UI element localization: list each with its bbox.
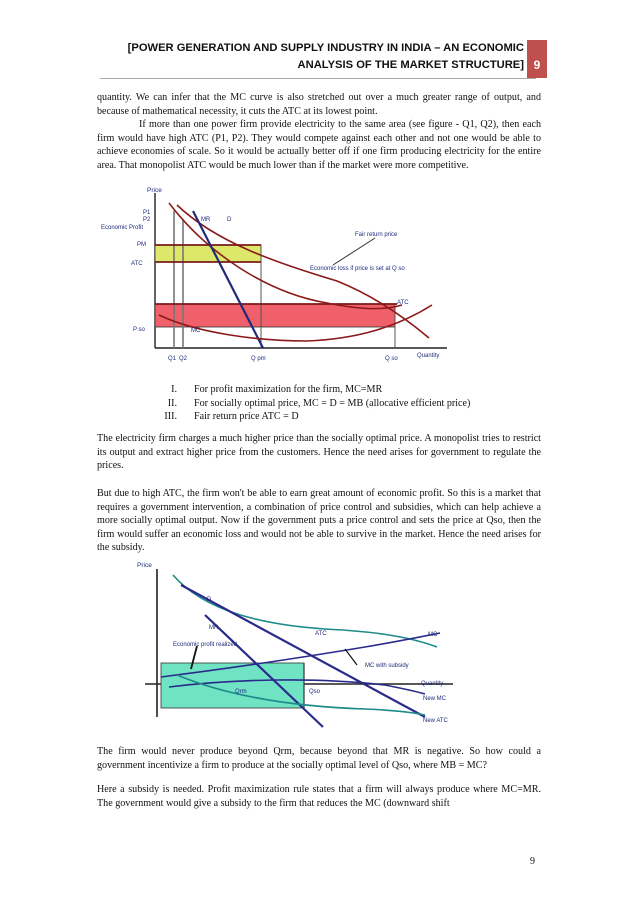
fig1-price-label: Price [147,187,162,194]
fig1-quantity-label: Quantity [417,353,440,359]
fig2-atc-curve [173,575,437,647]
header-line-2: ANALYSIS OF THE MARKET STRUCTURE] [297,59,524,71]
paragraph-5: The firm would never produce beyond Qrm, because beyond that MR is negative. So how could a government incentivize a firm to produce at the socially optimal level of Qso, where MB = MC? [97,746,541,771]
fig1-qpm-label: Q pm [251,356,266,362]
figure-1-monopoly-cost-chart [97,183,457,368]
running-header [100,40,524,74]
fig1-mr-label: MR [201,217,211,223]
figure-2-subsidy-chart [125,557,465,732]
list-item: II. For socially optimal price, MC = D = MB (allocative efficient price) [167,397,471,409]
fig1-mc-label: MC [191,328,201,334]
objectives-list [155,383,470,424]
fig1-q2-label: Q2 [179,356,188,362]
fig1-p2-label: P2 [143,217,151,223]
paragraph-2 [97,118,541,172]
fig1-atc-axis-label: ATC [131,261,143,267]
fig2-d-label: D [207,597,212,603]
fig1-p1-label: P1 [143,210,151,216]
fig1-q1-label: Q1 [168,356,177,362]
fig1-qso-label: Q so [385,356,398,362]
fig1-economic-profit-area [155,245,261,262]
paragraph-1: quantity. We can infer that the MC curve is also stretched out over a much greater range of output, and because of mathematical necessity, it cuts the ATC at its lowest point. [97,92,541,117]
fig2-atc-label: ATC [315,631,327,637]
list-item: III. Fair return price ATC = D [164,411,299,423]
fig2-qso-label: Qso [309,689,321,695]
fig2-mc-subsidy-label: MC with subsidy [365,663,409,669]
header-rule [100,78,536,79]
paragraph-2-text: If more than one power firm provide electricity to the same area (see figure - Q1, Q2), then each firm would have high ATC (P1, P2). They would compete against each other and not one would be able to achieve economies of scale. So it would be actually better off if one firm producing electricity for the entire area. That monopolist ATC would be much lower than if the market were more competitive. [97,119,541,171]
page-badge [527,40,547,78]
fig1-economic-loss-label: Economic loss if price is set at Q so [310,266,405,272]
fig1-fair-return-pointer [333,238,375,265]
fig2-quantity-label: Quantity [421,681,444,687]
fig2-price-label: Price [137,562,152,569]
fig1-atc-curve-label: ATC [397,300,409,306]
fig2-economic-profit-label: Economic profit realized [173,642,238,648]
fig2-new-mc-label: New MC [423,696,447,702]
fig1-economic-profit-label: Economic Profit [101,225,144,231]
fig1-pm-label: PM [137,242,146,248]
fig1-d-label: D [227,217,232,223]
paragraph-3: The electricity firm charges a much higher price than the socially optimal price. A monopolist tries to restrict its output and extract higher price from the customers. Hence the need arises for government to regulate the prices. [97,433,541,472]
fig1-pso-label: P so [133,327,145,333]
fig2-new-atc-label: New ATC [423,718,448,724]
fig2-mc-label: MC [428,632,438,638]
page-badge-number: 9 [533,58,541,72]
fig1-mr-line [193,211,263,348]
page-number: 9 [530,856,535,867]
fig2-mc-subsidy-pointer [345,649,357,665]
paragraph-4: But due to high ATC, the firm won't be able to earn great amount of economic profit. So this is a market that requires a government intervention, a combination of price control and subsidies, which can help achieve a more socially optimal output. Now if the government puts a price control and sets the price at Qso, then the firm would suffer an economic loss and would not be able to survive in the market. Hence the need arises for the subsidy. [97,488,541,554]
paragraph-6: Here a subsidy is needed. Profit maximization rule states that a firm will always produce where MC=MR. The government would give a subsidy to the firm that reduces the MC (downward shift [97,784,541,809]
list-item: I. For profit maximization for the firm, MC=MR [171,384,383,395]
fig2-qrm-label: Qrm [235,689,247,695]
fig1-fair-return-label: Fair return price [355,232,398,238]
header-line-1: [POWER GENERATION AND SUPPLY INDUSTRY IN INDIA – AN ECONOMIC [127,42,524,54]
fig2-mr-label: MR [209,625,219,631]
